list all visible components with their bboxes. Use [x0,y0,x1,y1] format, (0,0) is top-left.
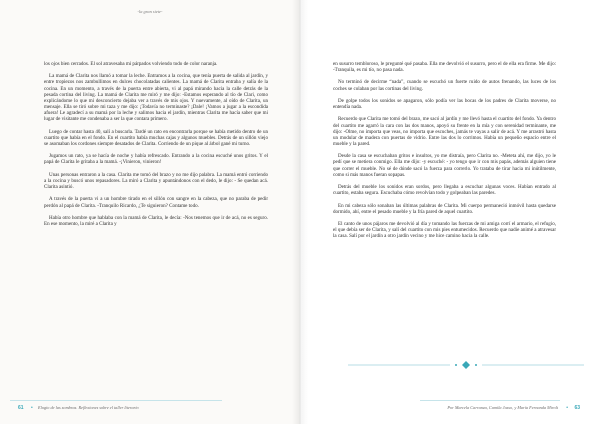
paragraph: los ojos bien cerrados. El sol atravesaba mi párpados volviendo todo de color naranja. [44,61,218,67]
ornament-diamond-icon [462,361,470,369]
paragraph: en susurro tembloroso, le pregunté qué pasaba. Ella me devolvió el susurro, pero el de ella era firme. Me dijo: -Tranquila, es mi tío, no pasa nada. [333,61,556,74]
paragraph: Había otro hombre que hablaba con la mamá de Clarita, le decía: -Nos tenemos que ir de acá, no es seguro. En ese momento, la miré a Clarita y [44,214,268,227]
page-number: 61 [18,405,24,411]
paragraph: No terminó de decirme “nada”, cuando se escuchó un fuerte ruido de autos frenando, las luces de los coches se colaban por las cortinas del living. [333,79,556,92]
footer-separator: • [566,405,568,411]
paragraph: Detrás del mueble los sonidos eran sordos, pero llegaba a escuchar algunas voces. Habían entrado al cuartito, estaba segura. Escuchaba cómo revolvían todo y golpeaban las paredes. [333,184,556,197]
authors-footer: Por Marcela Carranza, Camila Jasso, y María Fernanda Mirolt [447,405,558,410]
section-break-ornament [348,359,584,371]
left-page-text [44,61,268,233]
paragraph: De golpe todos los sonidos se apagaron, sólo podía ver las bocas de los padres de Clarita moverse, no entendía nada. [333,97,556,111]
paragraph: Recuerdo que Clarita me tomó del brazo, me sacó al jardín y me llevó hasta el cuartito del fondo. Ya dentro del cuartito me agarró la cara con las dos manos, apoyó su frente en la mía y con serenidad terminante, me dijo: -Olme, no importa que veas, no importa que escuches, jamás te vayas a salir de acá. Y me arrastró hasta un modular de madera con puertas de vidrio. Entre las dos lo corrimos. Había un pequeño espacio entre el mueble y la pared. [333,116,556,147]
footer-rule [420,400,560,401]
footer-separator: • [31,405,33,411]
right-page-text [333,61,556,246]
book-gutter-shadow [292,0,308,424]
footer-rule [10,400,222,401]
ornament-dot [475,364,477,366]
book-title-footer: Elogio de las sombras. Reflexiones sobre el taller literario [38,405,139,410]
paragraph: En mi cabeza sólo sonaban las últimas palabras de Clarita. Mi cuerpo permaneció inmóvil hasta quedarse dormido, ahí, entre el pesado mueble y la fría pared de aquel cuartito. [333,202,556,215]
right-page [300,0,600,424]
running-head: -la gran siete- [137,9,163,14]
paragraph: Desde la casa se escuchaban gritos e insultos, yo me distraía, pero Clarita no. -Meteta ahí, me dijo, yo le pedí que se metiera conmigo. Ella me dijo: -y escuché: - yo tengo que ir con mis papás, además alguien tiene que correr el mueble. No sé de dónde sacó la fuerza para correrlo. Yo trataba de tirar hacia mi inútilmente, como si más manos fueran sopapas. [333,153,556,178]
paragraph: Unas personas entraron a la casa. Clarita me tomó del brazo y no me dijo palabra. La mamá entró corriendo a la cocina y buscó unos repasadores. La miró a Clarita y apuntándonos con el dedo, le dijo: - Se quedan acá. Clarita asintió. [44,171,268,191]
paragraph: La mamá de Clarita nos llamó a tomar la leche. Entramos a la cocina, que tenía puerta de salida al jardín, y entre tropiezos nos zambullimos en dulces chocolatadas calientes. La mamá de Clarita entraba y salía de la cocina. En un momento, a través de la puerta entre abierta, vi al papá mirando hacia la calle detrás de la pesada cortina del living. La mamá de Clarita me miró y me dijo: -Estamos esperando al tío de Clari, como explicándome lo que mi desconcierto dejaba ver a través de mis ojos. Y nuevamente, al oído de Clarita, un mensaje. Ella se tiró sobre mi taza y me dijo: ¡Todavía no terminaste? ¡Dale! ¡Vamos a jugar a la escondida afuera! Le agradecí a su mamá por la leche y salimos hacia el jardín, mientras Clarita me hacía saber que mi lugar de visitante me condenaba a ser la que contara primero. [44,73,268,123]
ornament-dot [455,364,457,366]
paragraph: A través de la puerta vi a un hombre tirado en el sillón con sangre en la cabeza, que no paraba de pedir perdón al papá de Clarita. -Tranquilo Ricardo, ¿Te siguieron? Contame todo. [44,196,268,209]
paragraph: Jugamos un rato, ya se hacía de noche y había refrescado. Entrando a la cocina escuché unos gritos. Y el papá de Clarita le gritaba a la mamá. -¡Vinieron, vinieron! [44,153,268,166]
page-number: 63 [574,405,580,411]
paragraph: Luego de contar hasta 40, salí a buscarla. Tardé un rato en encontrarla porque se había metido dentro de un cuartito que había en el fondo. En el cuartito había muchas cajas y algunos muebles. Detrás de un sillón viejo se asomaban los cordones siempre desatados de Clarita. Corriendo de un pique al árbol gané mi turno. [44,128,268,147]
paragraph: El canto de unos pájaros me devolvió al día y tomando las fuerzas de mi amiga corrí el armario, el refugio, el que debía ser de Clarita, y salí del cuartito con mis pies entumecidos. Recuerdo que nadie animé a atravesar la casa. Salí por el jardín a otro jardín vecino y me hice camino hacia la calle. [333,220,556,240]
